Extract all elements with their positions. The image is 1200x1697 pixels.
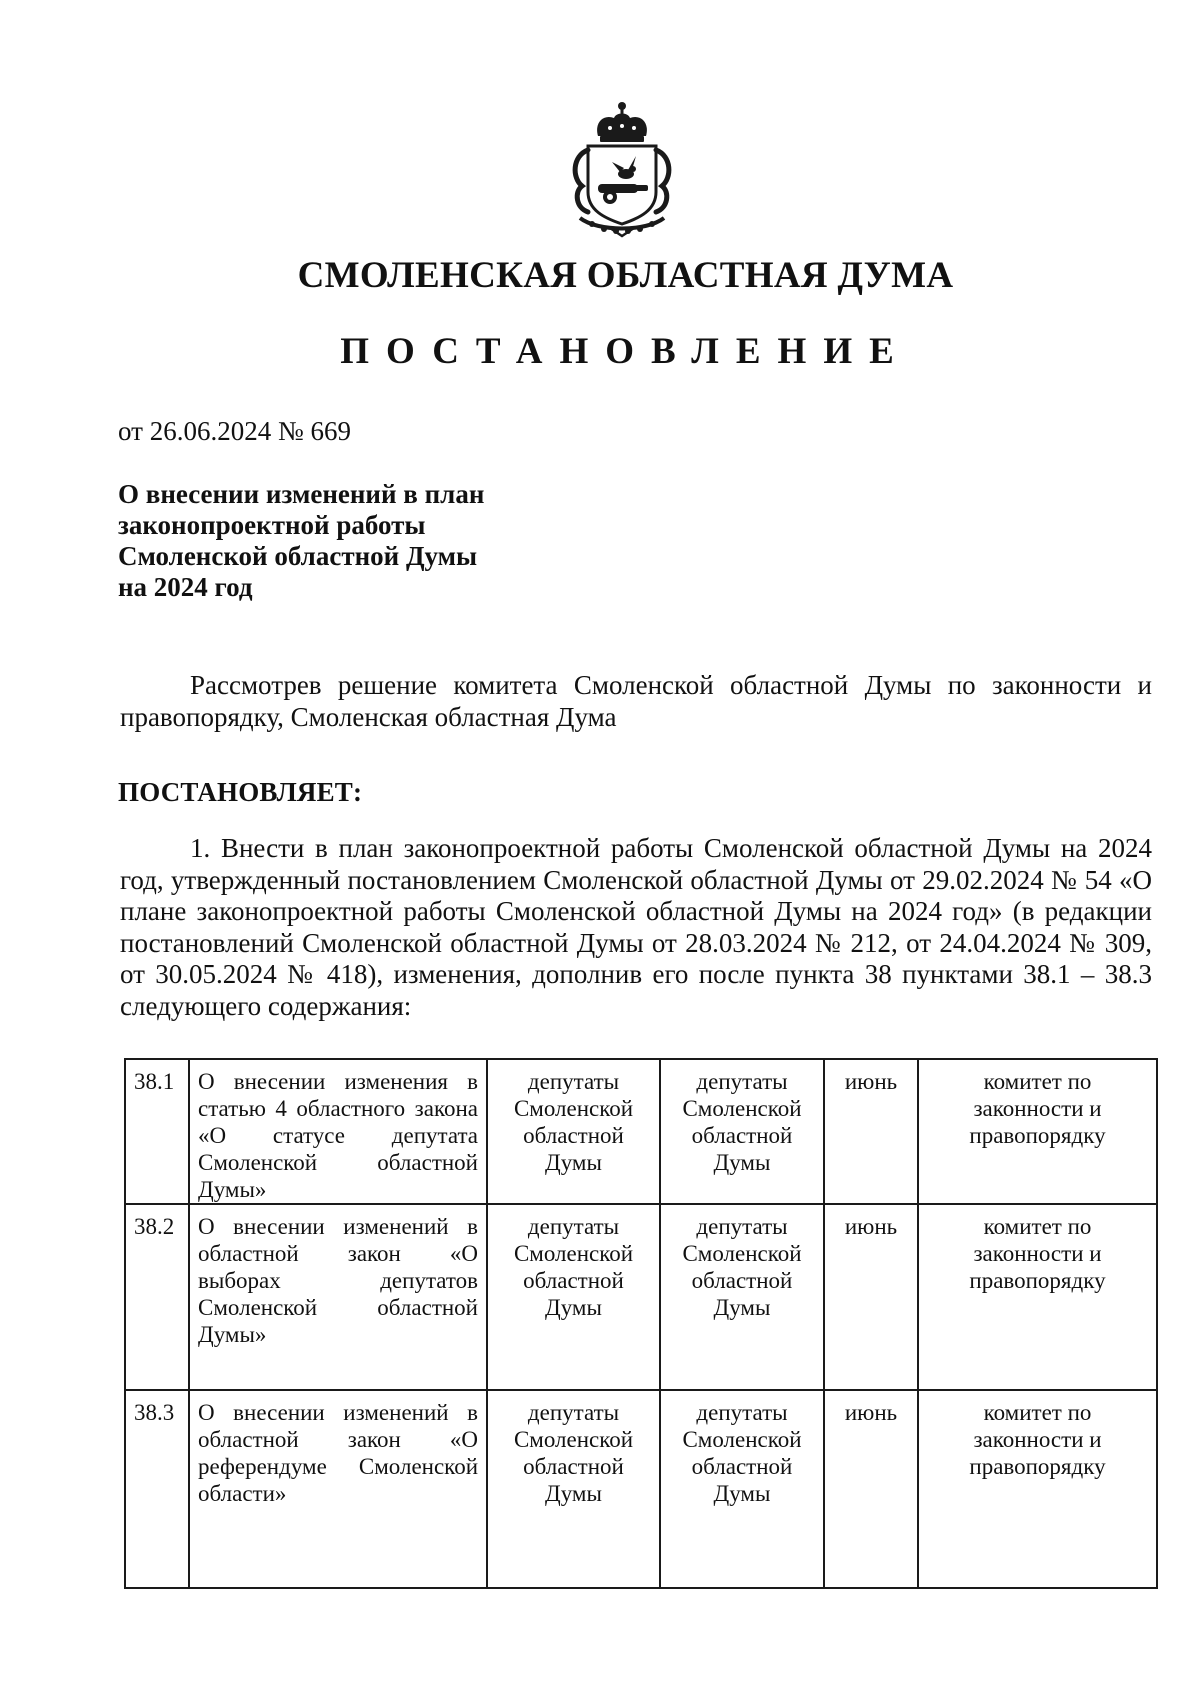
document-type: ПОСТАНОВЛЕНИЕ bbox=[340, 331, 911, 372]
table-row bbox=[125, 1390, 1157, 1588]
bill-title: О внесении изменений в областной закон «О референдуме Смоленской области» bbox=[189, 1390, 487, 1588]
bill-title: О внесении изменений в областной закон «О выборах депутатов Смоленской областной Думы» bbox=[189, 1204, 487, 1390]
plan-table bbox=[124, 1058, 1158, 1589]
bill-author: депутаты Смоленской областной Думы bbox=[487, 1059, 660, 1204]
document-subject bbox=[118, 479, 588, 603]
bill-title: О внесении изменения в статью 4 областного закона «О статусе депутата Смоленской областной Думы» bbox=[189, 1059, 487, 1204]
coat-of-arms-icon bbox=[558, 100, 686, 240]
table-row bbox=[125, 1204, 1157, 1390]
document-date-number: от 26.06.2024 № 669 bbox=[118, 416, 351, 446]
bill-author: депутаты Смоленской областной Думы bbox=[487, 1204, 660, 1390]
preamble-paragraph: Рассмотрев решение комитета Смоленской областной Думы по законности и правопорядку, Смоленская областная Дума bbox=[120, 670, 1152, 732]
subject-line: на 2024 год bbox=[118, 572, 253, 602]
table-row bbox=[125, 1059, 1157, 1204]
bill-executor: депутаты Смоленской областной Думы bbox=[660, 1390, 824, 1588]
row-number: 38.3 bbox=[125, 1390, 189, 1588]
subject-line: законопроектной работы bbox=[118, 510, 426, 540]
responsible-committee: комитет по законности и правопорядку bbox=[918, 1059, 1157, 1204]
bill-executor: депутаты Смоленской областной Думы bbox=[660, 1059, 824, 1204]
row-number: 38.1 bbox=[125, 1059, 189, 1204]
responsible-committee: комитет по законности и правопорядку bbox=[918, 1390, 1157, 1588]
bill-term: июнь bbox=[824, 1204, 918, 1390]
bill-author: депутаты Смоленской областной Думы bbox=[487, 1390, 660, 1588]
row-number: 38.2 bbox=[125, 1204, 189, 1390]
subject-line: О внесении изменений в план bbox=[118, 479, 485, 509]
bill-term: июнь bbox=[824, 1059, 918, 1204]
bill-executor: депутаты Смоленской областной Думы bbox=[660, 1204, 824, 1390]
decree-heading: ПОСТАНОВЛЯЕТ: bbox=[118, 777, 363, 807]
subject-line: Смоленской областной Думы bbox=[118, 541, 478, 571]
responsible-committee: комитет по законности и правопорядку bbox=[918, 1204, 1157, 1390]
item-1-paragraph: 1. Внести в план законопроектной работы Смоленской областной Думы на 2024 год, утвержденный постановлением Смоленской областной Думы от 29.02.2024 № 54 «О плане законопроектной работы Смоленской областной Думы на 2024 год» (в редакции постановлений Смоленской областной Думы от 28.03.2024 № 212, от 24.04.2024 № 309, от 30.05.2024 № 418), изменения, дополнив его после пункта 38 пунктами 38.1 – 38.3 следующего содержания: bbox=[120, 833, 1152, 1021]
organization-title: СМОЛЕНСКАЯ ОБЛАСТНАЯ ДУМА bbox=[297, 255, 954, 296]
bill-term: июнь bbox=[824, 1390, 918, 1588]
